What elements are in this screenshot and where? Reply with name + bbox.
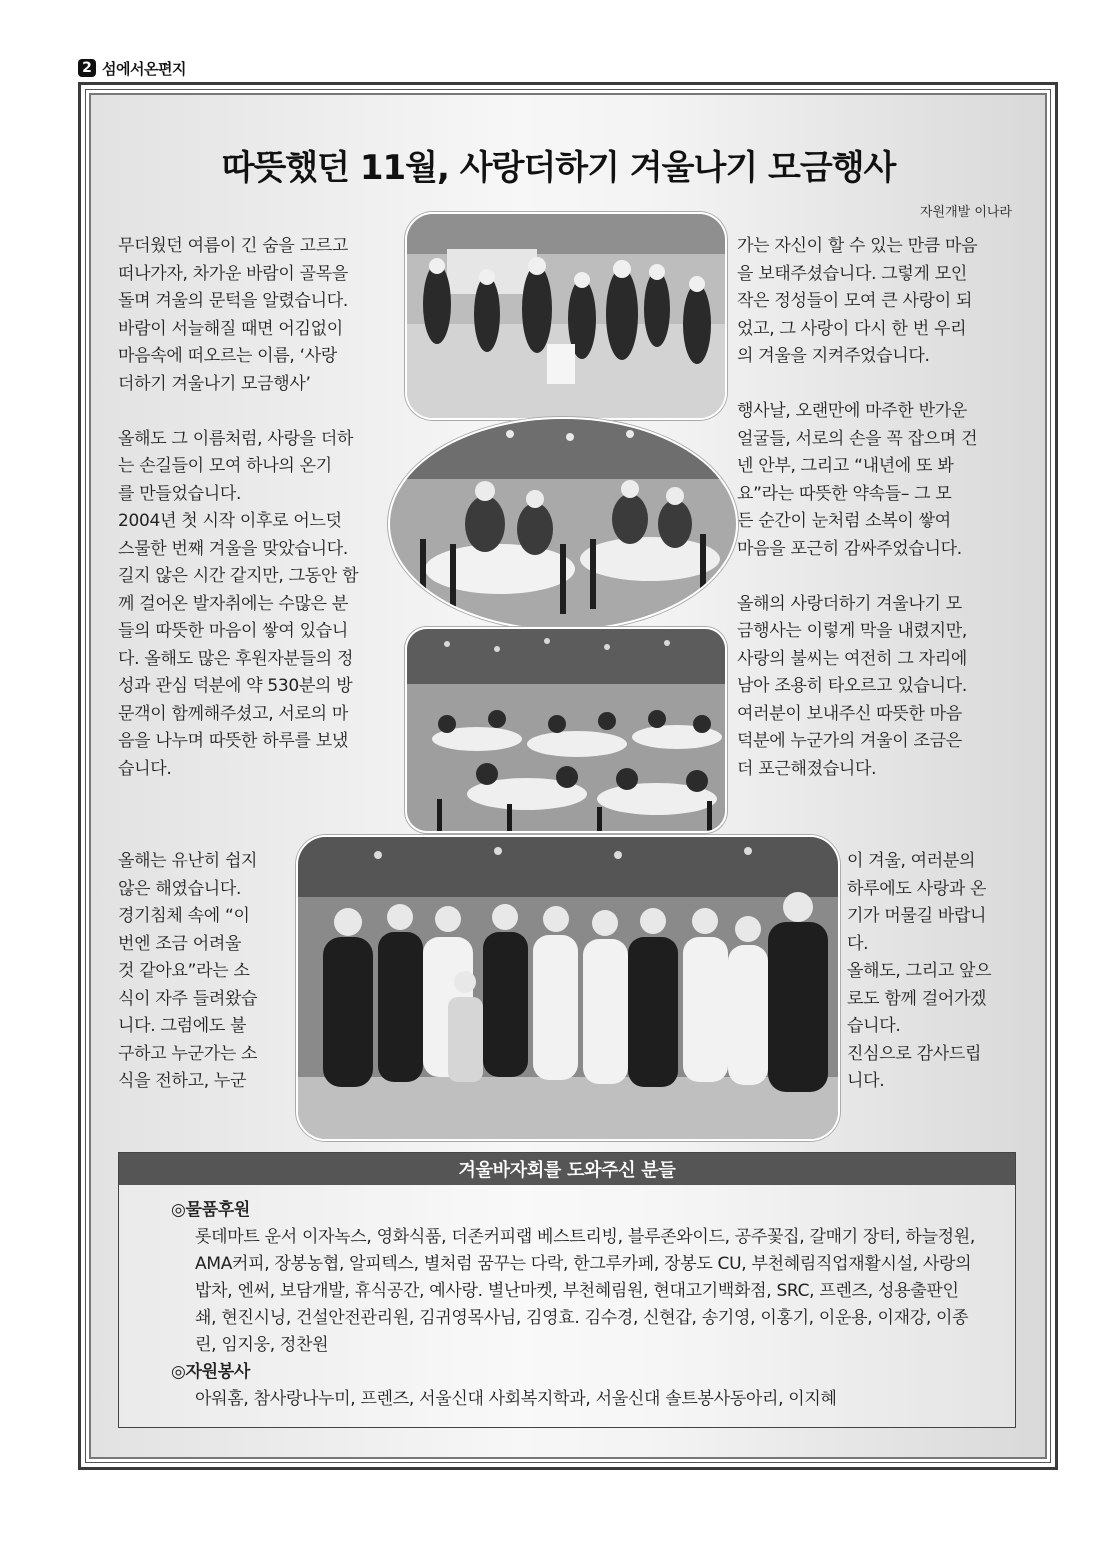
left-column-line: 는 손길들이 모여 하나의 온기 <box>118 456 332 476</box>
right-column-line: 든 순간이 눈처럼 소복이 쌓여 <box>737 511 951 531</box>
left-column-line: 성과 관심 덕분에 약 530분의 방 <box>118 676 353 696</box>
section-label-volunteers: ◎자원봉사 <box>171 1362 251 1382</box>
right-column-line: 가는 자신이 할 수 있는 만큼 마음 <box>737 236 978 256</box>
right-column-line: 사랑의 불씨는 여전히 그 자리에 <box>737 648 968 669</box>
bottom-right-column-line: 로도 함께 걸어가겠 <box>847 988 987 1009</box>
bottom-left-column-line: 경기침체 속에 “이 <box>118 906 250 926</box>
page-number: 2 <box>78 59 96 77</box>
left-column-line: 2004년 첫 시작 이후로 어느덧 <box>118 511 342 531</box>
right-column-line: 요”라는 따뜻한 약속들– 그 모 <box>737 483 952 504</box>
section-label-donations: ◎물품후원 <box>171 1200 251 1220</box>
left-column-line: 바람이 서늘해질 때면 어김없이 <box>118 318 343 339</box>
bottom-left-column <box>118 848 288 1096</box>
left-column-line: 다. 올해도 많은 후원자분들의 정 <box>118 648 354 669</box>
right-column-line: 작은 정성들이 모여 큰 사랑이 되 <box>737 291 973 311</box>
right-column-line: 의 겨울을 지켜주었습니다. <box>737 346 930 366</box>
left-column-line: 음을 나누며 따뜻한 하루를 보냈 <box>118 731 349 751</box>
bottom-right-column-line: 다. <box>847 933 869 954</box>
article-title: 따뜻했던 11월, 사랑더하기 겨울나기 모금행사 <box>221 148 896 188</box>
thanks-box-body <box>119 1185 1015 1413</box>
dining-tables-photo <box>388 417 738 631</box>
left-column-line: 습니다. <box>118 758 172 779</box>
bottom-left-column-line: 올해는 유난히 쉽지 <box>118 851 258 871</box>
bottom-right-column-line: 진심으로 감사드립 <box>847 1043 982 1064</box>
right-column-line: 여러분이 보내주신 따뜻한 마음 <box>737 703 962 724</box>
thanks-box <box>118 1152 1016 1428</box>
right-column-line: 행사날, 오랜만에 마주한 반가운 <box>737 401 968 421</box>
left-column <box>118 233 398 783</box>
left-column-line: 문객이 함께해주셨고, 서로의 마 <box>118 703 349 724</box>
thanks-box-heading: 겨울바자회를 도와주신 분들 <box>119 1153 1015 1185</box>
bottom-left-column-line: 구하고 누군가는 소 <box>118 1043 258 1064</box>
bottom-left-column-line: 것 같아요”라는 소 <box>118 961 250 981</box>
left-column-line <box>118 398 398 426</box>
bottom-left-column-line: 식이 자주 들려왔습 <box>118 988 258 1009</box>
bottom-right-column <box>847 848 1017 1096</box>
right-column-line: 을 보태주셨습니다. 그렇게 모인 <box>737 263 968 284</box>
right-column-line: 더 포근해졌습니다. <box>737 758 877 779</box>
bottom-right-column-line: 니다. <box>847 1071 885 1091</box>
right-column-line: 올해의 사랑더하기 겨울나기 모 <box>737 593 962 614</box>
left-column-line: 더하기 겨울나기 모금행사’ <box>118 373 311 394</box>
right-column-line: 마음을 포근히 감싸주었습니다. <box>737 538 962 559</box>
bottom-right-column-line: 올해도, 그리고 앞으 <box>847 961 992 981</box>
group-photo <box>296 835 840 1141</box>
bottom-right-column-line: 기가 머물길 바랍니 <box>847 906 987 926</box>
section-text-volunteers: 아워홈, 참사랑나누미, 프렌즈, 서울신대 사회복지학과, 서울신대 솔트봉사동아리, 이지혜 <box>195 1389 837 1409</box>
bottom-right-column-line: 이 겨울, 여러분의 <box>847 851 976 871</box>
bottom-right-column-line: 하루에도 사랑과 온 <box>847 878 987 899</box>
page-header <box>78 55 186 81</box>
publication-title: 섬에서온편지 <box>102 59 186 78</box>
banquet-hall-photo <box>405 627 727 833</box>
right-column-line: 덕분에 누군가의 겨울이 조금은 <box>737 731 962 751</box>
bottom-left-column-line: 않은 해였습니다. <box>118 878 242 899</box>
right-column-line <box>737 563 1017 591</box>
left-column-line: 올해도 그 이름처럼, 사랑을 더하 <box>118 428 354 449</box>
bottom-left-column-line: 식을 전하고, 누군 <box>118 1071 247 1091</box>
bottom-left-column-line: 니다. 그럼에도 불 <box>118 1016 247 1036</box>
left-column-line: 떠나가자, 차가운 바람이 골목을 <box>118 263 349 284</box>
left-column-line: 돌며 겨울의 문턱을 알렸습니다. <box>118 291 349 311</box>
right-column <box>737 233 1017 783</box>
right-column-line: 얼굴들, 서로의 손을 꼭 잡으며 건 <box>737 428 978 449</box>
left-column-line: 를 만들었습니다. <box>118 483 242 504</box>
left-column-line: 들의 따뜻한 마음이 쌓여 있습니 <box>118 621 349 641</box>
left-column-line: 무더웠던 여름이 긴 숨을 고르고 <box>118 236 349 256</box>
right-column-line: 었고, 그 사랑이 다시 한 번 우리 <box>737 318 967 339</box>
bottom-left-column-line: 번엔 조금 어려울 <box>118 933 242 954</box>
right-column-line <box>737 371 1017 399</box>
right-column-line: 넨 안부, 그리고 “내년에 또 봐 <box>737 456 954 476</box>
right-column-line: 금행사는 이렇게 막을 내렸지만, <box>737 621 968 641</box>
section-text-donations: 롯데마트 운서 이자녹스, 영화식품, 더존커피랩 베스트리빙, 블루존와이드, 공주꽃집, 갈매기 장터, 하늘정원, AMA커피, 장봉농협, 알피텍스, 별처럼 꿈꾸는 다락, 한그루카페, 장봉도 CU, 부천혜림직업재활시설, 사랑의밥차, 엔써, 보담개발, 휴식공간, 예사랑. 별난마켓, 부천혜림원, 현대고기백화점, SRC, 프렌즈, 성용출판인쇄, 현진시닝, 건설안전관리원, 김귀영목사님, 김영효. 김수경, 신현갑, 송기영, 이홍기, 이운용, 이재강, 이종린, 임지웅, 정찬원 <box>195 1227 976 1355</box>
event-hall-crowd-photo <box>405 212 727 420</box>
article-author: 자원개발 이나라 <box>919 205 1012 220</box>
left-column-line: 마음속에 떠오르는 이름, ‘사랑 <box>118 346 337 366</box>
left-column-line: 길지 않은 시간 같지만, 그동안 함 <box>118 566 359 586</box>
left-column-line: 스물한 번째 겨울을 맞았습니다. <box>118 538 349 559</box>
left-column-line: 께 걸어온 발자취에는 수많은 분 <box>118 593 349 614</box>
right-column-line: 남아 조용히 타오르고 있습니다. <box>737 676 968 696</box>
bottom-right-column-line: 습니다. <box>847 1016 901 1036</box>
